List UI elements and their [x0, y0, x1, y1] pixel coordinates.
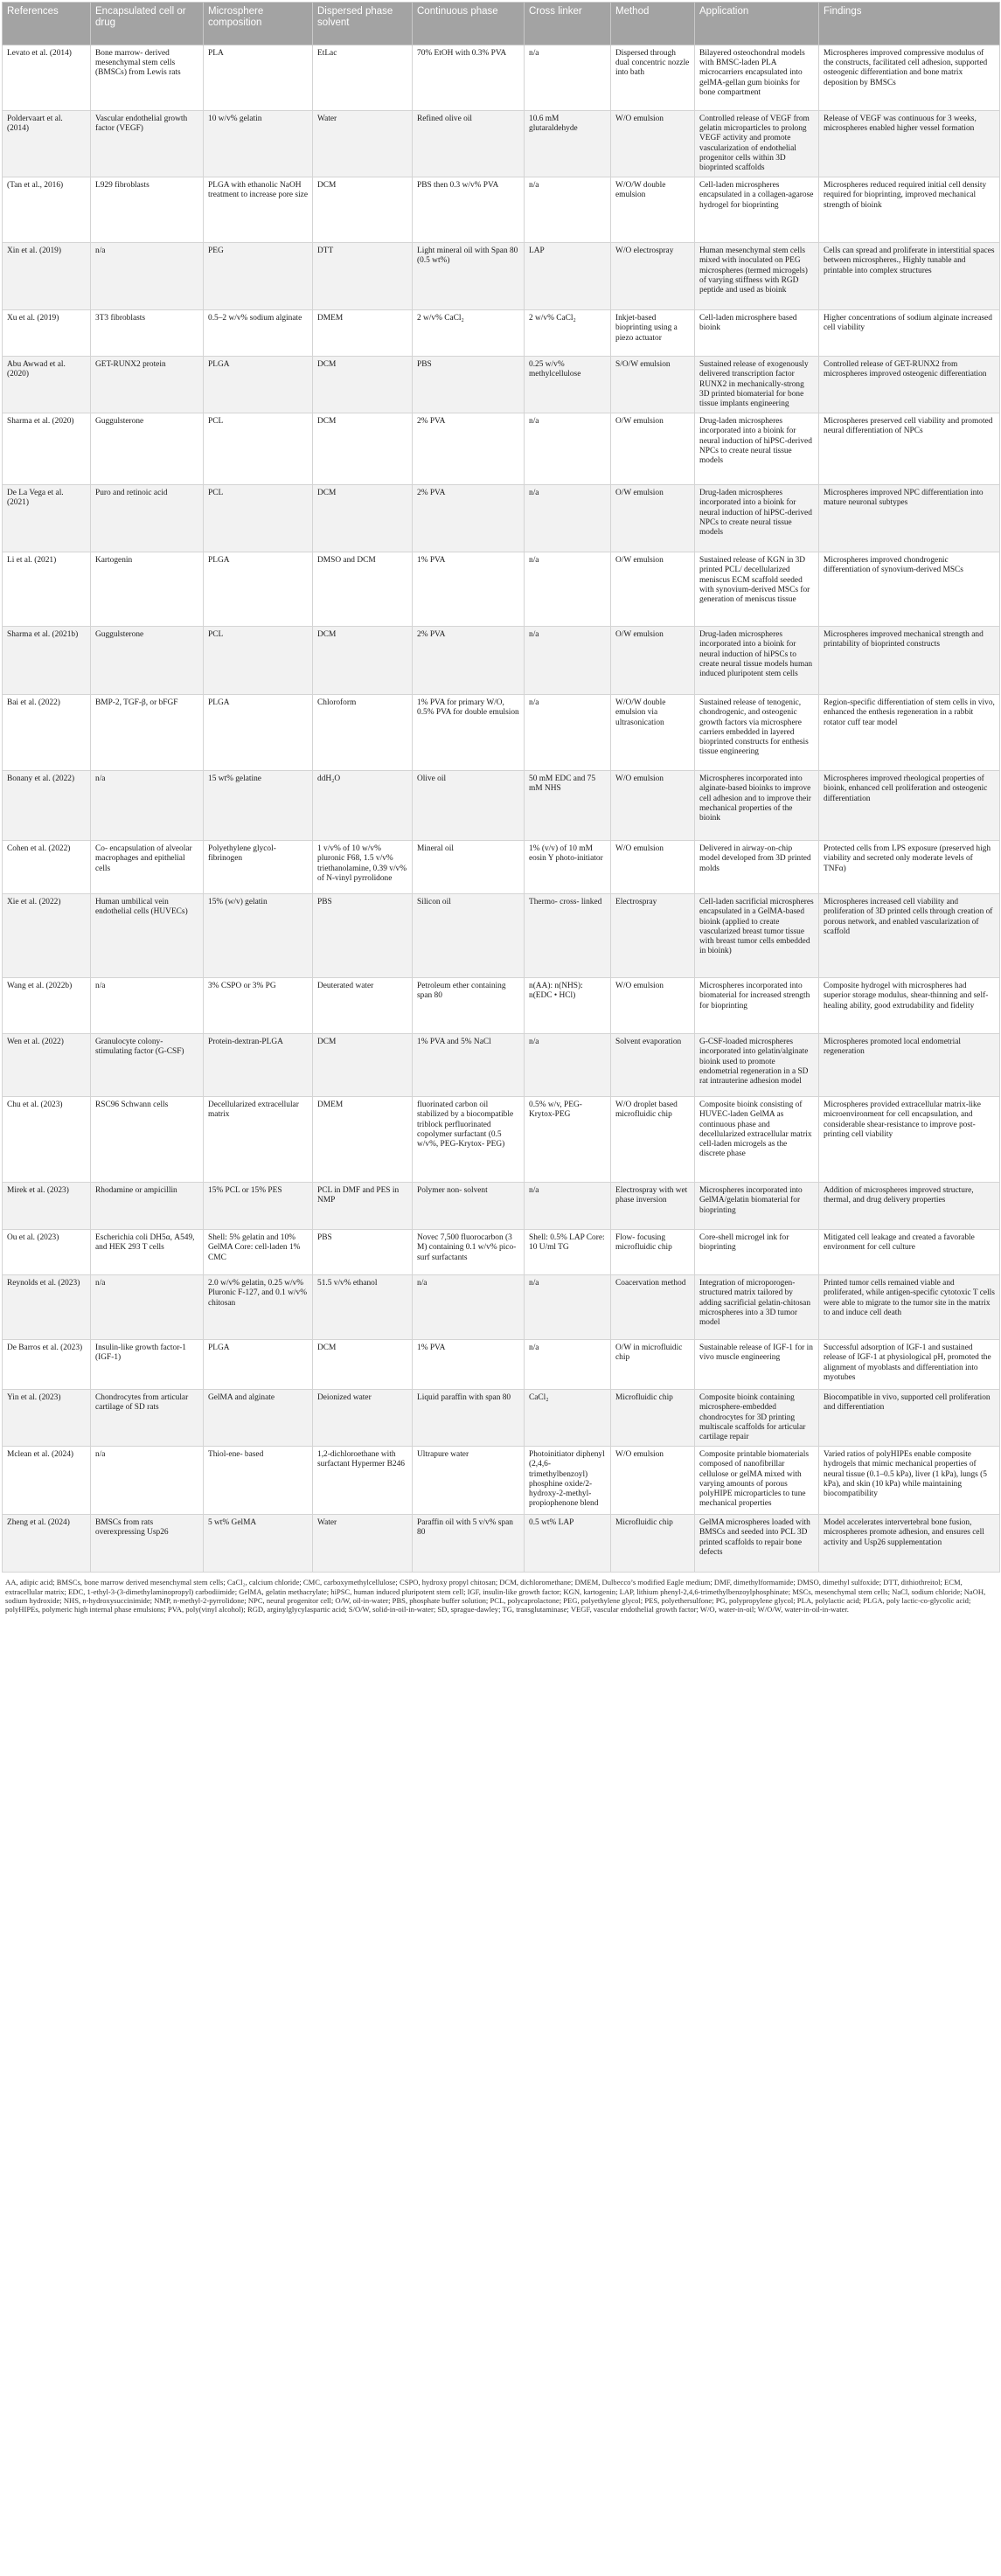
- cell-reference: Chu et al. (2023): [3, 1097, 91, 1183]
- cell-application: Cell-laden microspheres encapsulated in a collagen-agarose hydrogel for bioprinting: [695, 177, 819, 243]
- cell-cross-linker: n/a: [525, 627, 611, 695]
- cell-findings: Microspheres improved compressive modulus of the constructs, facilitated cell adhesion, supported osteogenic differentiation and bone matrix deposition by BMSCs: [819, 45, 1000, 111]
- cell-encapsulated: n/a: [91, 1447, 204, 1515]
- cell-application: Cell-laden microsphere based bioink: [695, 310, 819, 357]
- cell-reference: Xu et al. (2019): [3, 310, 91, 357]
- cell-encapsulated: Chondrocytes from articular cartilage of SD rats: [91, 1390, 204, 1447]
- table-footnote: AA, adipic acid; BMSCs, bone marrow derived mesenchymal stem cells; CaCl₂, calcium chloride; CMC, carboxymethylcellulose; CSPO, hydroxy propyl chitosan; DCM, dichloromethane; DMEM, Dulbecco’s modified Eagle medium; DMF, dimethylformamide; DMSO, dimethyl sulfoxide; DTT, dithiothreitol; ECM, extracellular matrix; EDC, 1-ethyl-3-(3-dimethylaminopropyl) carbodiimide; GelMA, gelatin methacrylate; hiPSC, human induced pluripotent stem cell; IGF, insulin-like growth factor; KGN, kartogenin; LAP, lithium phenyl-2,4,6-trimethylbenzoylphosphinate; MSCs, mesenchymal stem cells; NaCl, sodium chloride; NaOH, sodium hydroxide; NHS, n-hydroxysuccinimide; NMP, n-methyl-2-pyrrolidone; NPC, neural progenitor cell; O/W, oil-in-water; PBS, phosphate buffer solution; PCL, polycaprolactone; PEG, polyethylene glycol; PES, polyethersulfone; PG, polypropylene glycol; PLA, polylactic acid; PLGA, poly lactic-co-glycolic acid; polyHIPEs, polymeric high internal phase emulsions; PVA, poly(vinyl alcohol); RGD, arginylglycylaspartic acid; S/O/W, solid-in-oil-in-water; SD, sprague-dawley; TG, transglutaminase; VEGF, vascular endothelial growth factor; W/O, water-in-oil; W/O/W, water-in-oil-in-water.: [5, 1578, 986, 1614]
- cell-method: W/O emulsion: [611, 841, 695, 894]
- cell-reference: De La Vega et al. (2021): [3, 485, 91, 552]
- cell-encapsulated: n/a: [91, 1275, 204, 1340]
- cell-cross-linker: LAP: [525, 243, 611, 310]
- header-cross-linker: Cross linker: [525, 3, 611, 45]
- cell-cross-linker: Thermo- cross- linked: [525, 894, 611, 978]
- cell-composition: PLGA: [204, 357, 313, 413]
- table-row: [3, 1447, 1000, 1515]
- cell-composition: Decellularized extracellular matrix: [204, 1097, 313, 1183]
- cell-continuous-phase: Mineral oil: [413, 841, 525, 894]
- cell-composition: Polyethylene glycol-fibrinogen: [204, 841, 313, 894]
- cell-findings: Successful adsorption of IGF-1 and sustained release of IGF-1 at physiological pH, promoted the alignment of myoblasts and differentiation into myotubes: [819, 1340, 1000, 1390]
- cell-findings: Varied ratios of polyHIPEs enable composite hydrogels that mimic mechanical properties of neural tissue (0.1–0.5 kPa), liver (1 kPa), lungs (5 kPa), and skin (10 kPa) while maintaining biocompatibility: [819, 1447, 1000, 1515]
- cell-solvent: DCM: [313, 413, 413, 485]
- cell-solvent: ddH₂O: [313, 771, 413, 841]
- cell-application: Drug-laden microspheres incorporated into a bioink for neural induction of hiPSCs to create neural tissue models human induced pluripotent stem cells: [695, 627, 819, 695]
- cell-application: Human mesenchymal stem cells mixed with inoculated on PEG microspheres (termed microgels) of varying stiffness with RGD peptide and used as bioink: [695, 243, 819, 310]
- cell-continuous-phase: Polymer non- solvent: [413, 1183, 525, 1230]
- cell-continuous-phase: Silicon oil: [413, 894, 525, 978]
- cell-continuous-phase: Light mineral oil with Span 80 (0.5 wt%): [413, 243, 525, 310]
- cell-composition: PLGA: [204, 1340, 313, 1390]
- cell-cross-linker: n(AA): n(NHS): n(EDC • HCl): [525, 978, 611, 1034]
- cell-cross-linker: n/a: [525, 1034, 611, 1097]
- cell-application: Cell-laden sacrificial microspheres encapsulated in a GelMA-based bioink (applied to create vascularized breast tumor tissue with breast tumor cells embedded in bioink): [695, 894, 819, 978]
- cell-reference: Mirek et al. (2023): [3, 1183, 91, 1230]
- table-row: [3, 413, 1000, 485]
- cell-continuous-phase: Olive oil: [413, 771, 525, 841]
- cell-composition: PLGA: [204, 552, 313, 627]
- cell-findings: Printed tumor cells remained viable and proliferated, while antigen-specific cytotoxic T cells were able to migrate to the tumor site in the matrix to and induce cell death: [819, 1275, 1000, 1340]
- cell-reference: Mclean et al. (2024): [3, 1447, 91, 1515]
- cell-continuous-phase: 1% PVA: [413, 552, 525, 627]
- cell-reference: Bonany et al. (2022): [3, 771, 91, 841]
- cell-composition: 15% PCL or 15% PES: [204, 1183, 313, 1230]
- header-application: Application: [695, 3, 819, 45]
- table-row: [3, 243, 1000, 310]
- cell-continuous-phase: 2 w/v% CaCl₂: [413, 310, 525, 357]
- cell-solvent: PBS: [313, 894, 413, 978]
- cell-method: W/O emulsion: [611, 1447, 695, 1515]
- table-row: [3, 627, 1000, 695]
- cell-reference: Yin et al. (2023): [3, 1390, 91, 1447]
- cell-method: Coacervation method: [611, 1275, 695, 1340]
- cell-method: W/O electrospray: [611, 243, 695, 310]
- cell-continuous-phase: 1% PVA for primary W/O, 0.5% PVA for double emulsion: [413, 695, 525, 771]
- cell-reference: Sharma et al. (2021b): [3, 627, 91, 695]
- cell-composition: Protein-dextran-PLGA: [204, 1034, 313, 1097]
- cell-composition: GelMA and alginate: [204, 1390, 313, 1447]
- cell-findings: Microspheres improved NPC differentiation into mature neuronal subtypes: [819, 485, 1000, 552]
- header-solvent: Dispersed phase solvent: [313, 3, 413, 45]
- cell-solvent: DCM: [313, 1340, 413, 1390]
- cell-application: Composite bioink consisting of HUVEC-laden GelMA as continuous phase and decellularized extracellular matrix cell-laden microgels as the discrete phase: [695, 1097, 819, 1183]
- cell-findings: Microspheres preserved cell viability and promoted neural differentiation of NPCs: [819, 413, 1000, 485]
- cell-findings: Composite hydrogel with microspheres had superior storage modulus, shear-thinning and self-healing ability, good extrudability and fidelity: [819, 978, 1000, 1034]
- header-findings: Findings: [819, 3, 1000, 45]
- cell-encapsulated: Escherichia coli DH5α, A549, and HEK 293 T cells: [91, 1230, 204, 1275]
- table-row: [3, 177, 1000, 243]
- cell-application: Microspheres incorporated into alginate-based bioinks to improve cell adhesion and to improve their mechanical properties of the bioink: [695, 771, 819, 841]
- cell-solvent: DCM: [313, 357, 413, 413]
- cell-findings: Microspheres improved mechanical strength and printability of bioprinted constructs: [819, 627, 1000, 695]
- cell-reference: Li et al. (2021): [3, 552, 91, 627]
- cell-continuous-phase: fluorinated carbon oil stabilized by a biocompatible triblock perfluorinated copolymer surfactant (0.5 w/v%, PEG-Krytox- PEG): [413, 1097, 525, 1183]
- cell-reference: Xin et al. (2019): [3, 243, 91, 310]
- cell-cross-linker: 50 mM EDC and 75 mM NHS: [525, 771, 611, 841]
- cell-reference: Wen et al. (2022): [3, 1034, 91, 1097]
- cell-cross-linker: Photoinitiator diphenyl (2,4,6-trimethylbenzoyl) phosphine oxide/2-hydroxy-2-methyl-propiophenone blend: [525, 1447, 611, 1515]
- cell-reference: Xie et al. (2022): [3, 894, 91, 978]
- cell-findings: Controlled release of GET-RUNX2 from microspheres improved osteogenic differentiation: [819, 357, 1000, 413]
- cell-reference: Wang et al. (2022b): [3, 978, 91, 1034]
- cell-findings: Protected cells from LPS exposure (preserved high viability and secreted only moderate levels of TNFα): [819, 841, 1000, 894]
- table-row: [3, 841, 1000, 894]
- cell-reference: Bai et al. (2022): [3, 695, 91, 771]
- cell-cross-linker: n/a: [525, 1183, 611, 1230]
- header-composition: Microsphere composition: [204, 3, 313, 45]
- cell-reference: Poldervaart et al. (2014): [3, 111, 91, 177]
- cell-cross-linker: n/a: [525, 695, 611, 771]
- cell-composition: 0.5–2 w/v% sodium alginate: [204, 310, 313, 357]
- cell-composition: Shell: 5% gelatin and 10% GelMA Core: cell-laden 1% CMC: [204, 1230, 313, 1275]
- cell-findings: Microspheres provided extracellular matrix-like microenvironment for cell encapsulation, and considerable shear-resistance to improve post-printing cell viability: [819, 1097, 1000, 1183]
- cell-encapsulated: BMSCs from rats overexpressing Usp26: [91, 1515, 204, 1573]
- cell-cross-linker: Shell: 0.5% LAP Core: 10 U/ml TG: [525, 1230, 611, 1275]
- cell-encapsulated: n/a: [91, 771, 204, 841]
- cell-solvent: Chloroform: [313, 695, 413, 771]
- cell-composition: 10 w/v% gelatin: [204, 111, 313, 177]
- cell-encapsulated: Guggulsterone: [91, 413, 204, 485]
- cell-findings: Microspheres increased cell viability and proliferation of 3D printed cells through creation of porous network, and enabled vascularization of scaffold: [819, 894, 1000, 978]
- cell-findings: Higher concentrations of sodium alginate increased cell viability: [819, 310, 1000, 357]
- cell-method: W/O emulsion: [611, 978, 695, 1034]
- cell-encapsulated: Puro and retinoic acid: [91, 485, 204, 552]
- cell-encapsulated: Guggulsterone: [91, 627, 204, 695]
- cell-encapsulated: Rhodamine or ampicillin: [91, 1183, 204, 1230]
- cell-solvent: DTT: [313, 243, 413, 310]
- cell-encapsulated: n/a: [91, 978, 204, 1034]
- cell-application: Composite printable biomaterials composed of nanofibrillar cellulose or gelMA mixed with varying amounts of porous polyHIPE microparticles to tune mechanical properties: [695, 1447, 819, 1515]
- cell-method: Inkjet-based bioprinting using a piezo actuator: [611, 310, 695, 357]
- cell-method: Flow- focusing microfluidic chip: [611, 1230, 695, 1275]
- cell-reference: Ou et al. (2023): [3, 1230, 91, 1275]
- cell-application: Sustainable release of IGF-1 for in vivo muscle engineering: [695, 1340, 819, 1390]
- cell-encapsulated: RSC96 Schwann cells: [91, 1097, 204, 1183]
- cell-application: Core-shell microgel ink for bioprinting: [695, 1230, 819, 1275]
- cell-solvent: 1 v/v% of 10 w/v% pluronic F68, 1.5 v/v% triethanolamine, 0.39 v/v% of N-vinyl pyrrolidone: [313, 841, 413, 894]
- cell-solvent: DMEM: [313, 310, 413, 357]
- table-row: [3, 1515, 1000, 1573]
- cell-findings: Microspheres promoted local endometrial regeneration: [819, 1034, 1000, 1097]
- cell-reference: (Tan et al., 2016): [3, 177, 91, 243]
- cell-method: Solvent evaporation: [611, 1034, 695, 1097]
- cell-application: Sustained release of tenogenic, chondrogenic, and osteogenic growth factors via microsphere carriers embedded in layered bioprinted constructs for enthesis tissue engineering: [695, 695, 819, 771]
- table-row: [3, 1097, 1000, 1183]
- cell-application: Microspheres incorporated into GelMA/gelatin biomaterial for bioprinting: [695, 1183, 819, 1230]
- cell-cross-linker: 0.5 wt% LAP: [525, 1515, 611, 1573]
- cell-encapsulated: 3T3 fibroblasts: [91, 310, 204, 357]
- cell-composition: PLGA with ethanolic NaOH treatment to increase pore size: [204, 177, 313, 243]
- cell-method: W/O/W double emulsion via ultrasonication: [611, 695, 695, 771]
- cell-application: Composite bioink containing microsphere-embedded chondrocytes for 3D printing multiscale scaffolds for articular cartilage repair: [695, 1390, 819, 1447]
- cell-reference: Zheng et al. (2024): [3, 1515, 91, 1573]
- cell-findings: Release of VEGF was continuous for 3 weeks, microspheres enabled higher vessel formation: [819, 111, 1000, 177]
- cell-application: Drug-laden microspheres incorporated into a bioink for neural induction of hiPSC-derived NPCs to create neural tissue models: [695, 485, 819, 552]
- table-row: [3, 1034, 1000, 1097]
- cell-continuous-phase: 1% PVA and 5% NaCl: [413, 1034, 525, 1097]
- header-method: Method: [611, 3, 695, 45]
- cell-solvent: DCM: [313, 485, 413, 552]
- cell-continuous-phase: 2% PVA: [413, 485, 525, 552]
- cell-composition: PLGA: [204, 695, 313, 771]
- cell-solvent: 51.5 v/v% ethanol: [313, 1275, 413, 1340]
- cell-cross-linker: 2 w/v% CaCl₂: [525, 310, 611, 357]
- cell-method: W/O emulsion: [611, 111, 695, 177]
- cell-continuous-phase: Novec 7,500 fluorocarbon (3 M) containing 0.1 w/v% pico-surf surfactants: [413, 1230, 525, 1275]
- header-encapsulated: Encapsulated cell or drug: [91, 3, 204, 45]
- cell-solvent: Water: [313, 111, 413, 177]
- cell-reference: Sharma et al. (2020): [3, 413, 91, 485]
- cell-findings: Addition of microspheres improved structure, thermal, and drug delivery properties: [819, 1183, 1000, 1230]
- cell-findings: Region-specific differentiation of stem cells in vivo, enhanced the enthesis regeneration in a rabbit rotator cuff tear model: [819, 695, 1000, 771]
- cell-method: Electrospray: [611, 894, 695, 978]
- cell-method: W/O droplet based microfluidic chip: [611, 1097, 695, 1183]
- cell-application: Bilayered osteochondral models with BMSC-laden PLA microcarriers encapsulated into gelMA-gellan gum bioinks for bone compartment: [695, 45, 819, 111]
- cell-findings: Model accelerates intervertebral bone fusion, microspheres promote adhesion, and ensures cell activity and Usp26 supplementation: [819, 1515, 1000, 1573]
- cell-application: Sustained release of KGN in 3D printed PCL/ decellularized meniscus ECM scaffold seeded with synovium-derived MSCs for generation of meniscus tissue: [695, 552, 819, 627]
- cell-encapsulated: BMP-2, TGF-β, or bFGF: [91, 695, 204, 771]
- cell-application: Controlled release of VEGF from gelatin microparticles to prolong VEGF activity and promote vascularization of endothelial progenitor cells within 3D bioprinted scaffolds: [695, 111, 819, 177]
- cell-continuous-phase: 2% PVA: [413, 627, 525, 695]
- table-row: [3, 771, 1000, 841]
- cell-cross-linker: n/a: [525, 1275, 611, 1340]
- cell-composition: PCL: [204, 485, 313, 552]
- table-row: [3, 1390, 1000, 1447]
- cell-continuous-phase: Ultrapure water: [413, 1447, 525, 1515]
- cell-application: GelMA microspheres loaded with BMSCs and seeded into PCL 3D printed scaffolds to repair bone defects: [695, 1515, 819, 1573]
- cell-method: O/W emulsion: [611, 627, 695, 695]
- cell-encapsulated: GET-RUNX2 protein: [91, 357, 204, 413]
- cell-solvent: EtLac: [313, 45, 413, 111]
- table-row: [3, 695, 1000, 771]
- cell-findings: Microspheres reduced required initial cell density required for bioprinting, improved mechanical strength of bioink: [819, 177, 1000, 243]
- table-row: [3, 310, 1000, 357]
- cell-solvent: Deuterated water: [313, 978, 413, 1034]
- cell-method: W/O emulsion: [611, 771, 695, 841]
- table-row: [3, 1230, 1000, 1275]
- cell-cross-linker: 1% (v/v) of 10 mM eosin Y photo-initiator: [525, 841, 611, 894]
- table-row: [3, 1183, 1000, 1230]
- cell-application: Delivered in airway-on-chip model developed from 3D printed molds: [695, 841, 819, 894]
- cell-encapsulated: Insulin-like growth factor-1 (IGF-1): [91, 1340, 204, 1390]
- table-row: [3, 552, 1000, 627]
- document-page: [2, 2, 999, 1614]
- cell-solvent: 1,2-dichloroethane with surfactant Hypermer B246: [313, 1447, 413, 1515]
- cell-cross-linker: n/a: [525, 45, 611, 111]
- cell-composition: 5 wt% GelMA: [204, 1515, 313, 1573]
- cell-cross-linker: 10.6 mM glutaraldehyde: [525, 111, 611, 177]
- cell-method: Microfluidic chip: [611, 1390, 695, 1447]
- table-row: [3, 357, 1000, 413]
- cell-application: Sustained release of exogenously delivered transcription factor RUNX2 in mechanically-strong 3D printed biomaterial for bone tissue implants engineering: [695, 357, 819, 413]
- cell-composition: PEG: [204, 243, 313, 310]
- cell-reference: De Barros et al. (2023): [3, 1340, 91, 1390]
- header-row: [3, 3, 1000, 45]
- cell-encapsulated: Bone marrow- derived mesenchymal stem cells (BMSCs) from Lewis rats: [91, 45, 204, 111]
- cell-findings: Cells can spread and proliferate in interstitial spaces between microspheres., Highly tunable and printable into complex structures: [819, 243, 1000, 310]
- cell-application: G-CSF-loaded microspheres incorporated into gelatin/alginate bioink used to promote endometrial regeneration in a SD rat intrauterine adhesion model: [695, 1034, 819, 1097]
- cell-cross-linker: 0.5% w/v, PEG-Krytox-PEG: [525, 1097, 611, 1183]
- cell-composition: PCL: [204, 413, 313, 485]
- cell-findings: Microspheres improved rheological properties of bioink, enhanced cell proliferation and osteogenic differentiation: [819, 771, 1000, 841]
- cell-application: Microspheres incorporated into biomaterial for increased strength for bioprinting: [695, 978, 819, 1034]
- cell-cross-linker: n/a: [525, 485, 611, 552]
- cell-solvent: DCM: [313, 627, 413, 695]
- cell-cross-linker: 0.25 w/v% methylcellulose: [525, 357, 611, 413]
- cell-composition: 3% CSPO or 3% PG: [204, 978, 313, 1034]
- header-references: References: [3, 3, 91, 45]
- cell-continuous-phase: Petroleum ether containing span 80: [413, 978, 525, 1034]
- table-row: [3, 1340, 1000, 1390]
- cell-composition: PLA: [204, 45, 313, 111]
- table-row: [3, 1275, 1000, 1340]
- cell-findings: Mitigated cell leakage and created a favorable environment for cell culture: [819, 1230, 1000, 1275]
- cell-method: O/W emulsion: [611, 552, 695, 627]
- header-continuous-phase: Continuous phase: [413, 3, 525, 45]
- cell-encapsulated: Co- encapsulation of alveolar macrophages and epithelial cells: [91, 841, 204, 894]
- table-row: [3, 111, 1000, 177]
- cell-continuous-phase: 70% EtOH with 0.3% PVA: [413, 45, 525, 111]
- cell-reference: Abu Awwad et al. (2020): [3, 357, 91, 413]
- cell-solvent: DCM: [313, 1034, 413, 1097]
- cell-application: Drug-laden microspheres incorporated into a bioink for neural induction of hiPSC-derived NPCs to create neural tissue models: [695, 413, 819, 485]
- cell-composition: PCL: [204, 627, 313, 695]
- cell-continuous-phase: Paraffin oil with 5 v/v% span 80: [413, 1515, 525, 1573]
- cell-solvent: DMSO and DCM: [313, 552, 413, 627]
- cell-encapsulated: Granulocyte colony-stimulating factor (G-CSF): [91, 1034, 204, 1097]
- cell-cross-linker: n/a: [525, 177, 611, 243]
- cell-encapsulated: n/a: [91, 243, 204, 310]
- cell-solvent: DMEM: [313, 1097, 413, 1183]
- cell-solvent: Water: [313, 1515, 413, 1573]
- cell-continuous-phase: 1% PVA: [413, 1340, 525, 1390]
- cell-method: Dispersed through dual concentric nozzle into bath: [611, 45, 695, 111]
- cell-reference: Levato et al. (2014): [3, 45, 91, 111]
- cell-method: O/W emulsion: [611, 413, 695, 485]
- cell-encapsulated: Kartogenin: [91, 552, 204, 627]
- table-row: [3, 45, 1000, 111]
- cell-encapsulated: Vascular endothelial growth factor (VEGF): [91, 111, 204, 177]
- cell-solvent: PCL in DMF and PES in NMP: [313, 1183, 413, 1230]
- cell-method: O/W in microfluidic chip: [611, 1340, 695, 1390]
- cell-method: Electrospray with wet phase inversion: [611, 1183, 695, 1230]
- table-row: [3, 978, 1000, 1034]
- cell-cross-linker: n/a: [525, 552, 611, 627]
- cell-continuous-phase: Liquid paraffin with span 80: [413, 1390, 525, 1447]
- cell-composition: 15% (w/v) gelatin: [204, 894, 313, 978]
- cell-solvent: Deionized water: [313, 1390, 413, 1447]
- cell-cross-linker: n/a: [525, 1340, 611, 1390]
- cell-application: Integration of microporogen-structured matrix tailored by adding sacrificial gelatin-chitosan microspheres into a 3D tumor model: [695, 1275, 819, 1340]
- cell-encapsulated: L929 fibroblasts: [91, 177, 204, 243]
- cell-continuous-phase: Refined olive oil: [413, 111, 525, 177]
- cell-composition: 2.0 w/v% gelatin, 0.25 w/v% Pluronic F-127, and 0.1 w/v% chitosan: [204, 1275, 313, 1340]
- cell-continuous-phase: 2% PVA: [413, 413, 525, 485]
- table-body: [3, 45, 1000, 1573]
- cell-method: W/O/W double emulsion: [611, 177, 695, 243]
- cell-solvent: PBS: [313, 1230, 413, 1275]
- cell-method: O/W emulsion: [611, 485, 695, 552]
- cell-reference: Reynolds et al. (2023): [3, 1275, 91, 1340]
- cell-method: Microfluidic chip: [611, 1515, 695, 1573]
- cell-continuous-phase: n/a: [413, 1275, 525, 1340]
- cell-method: S/O/W emulsion: [611, 357, 695, 413]
- table-header: [3, 3, 1000, 45]
- cell-cross-linker: n/a: [525, 413, 611, 485]
- cell-encapsulated: Human umbilical vein endothelial cells (HUVECs): [91, 894, 204, 978]
- cell-reference: Cohen et al. (2022): [3, 841, 91, 894]
- cell-cross-linker: CaCl₂: [525, 1390, 611, 1447]
- table-row: [3, 894, 1000, 978]
- cell-findings: Microspheres improved chondrogenic differentiation of synovium-derived MSCs: [819, 552, 1000, 627]
- cell-composition: Thiol-ene- based: [204, 1447, 313, 1515]
- cell-continuous-phase: PBS: [413, 357, 525, 413]
- cell-composition: 15 wt% gelatine: [204, 771, 313, 841]
- microsphere-table: [2, 2, 1000, 1573]
- cell-continuous-phase: PBS then 0.3 w/v% PVA: [413, 177, 525, 243]
- cell-solvent: DCM: [313, 177, 413, 243]
- table-row: [3, 485, 1000, 552]
- cell-findings: Biocompatible in vivo, supported cell proliferation and differentiation: [819, 1390, 1000, 1447]
